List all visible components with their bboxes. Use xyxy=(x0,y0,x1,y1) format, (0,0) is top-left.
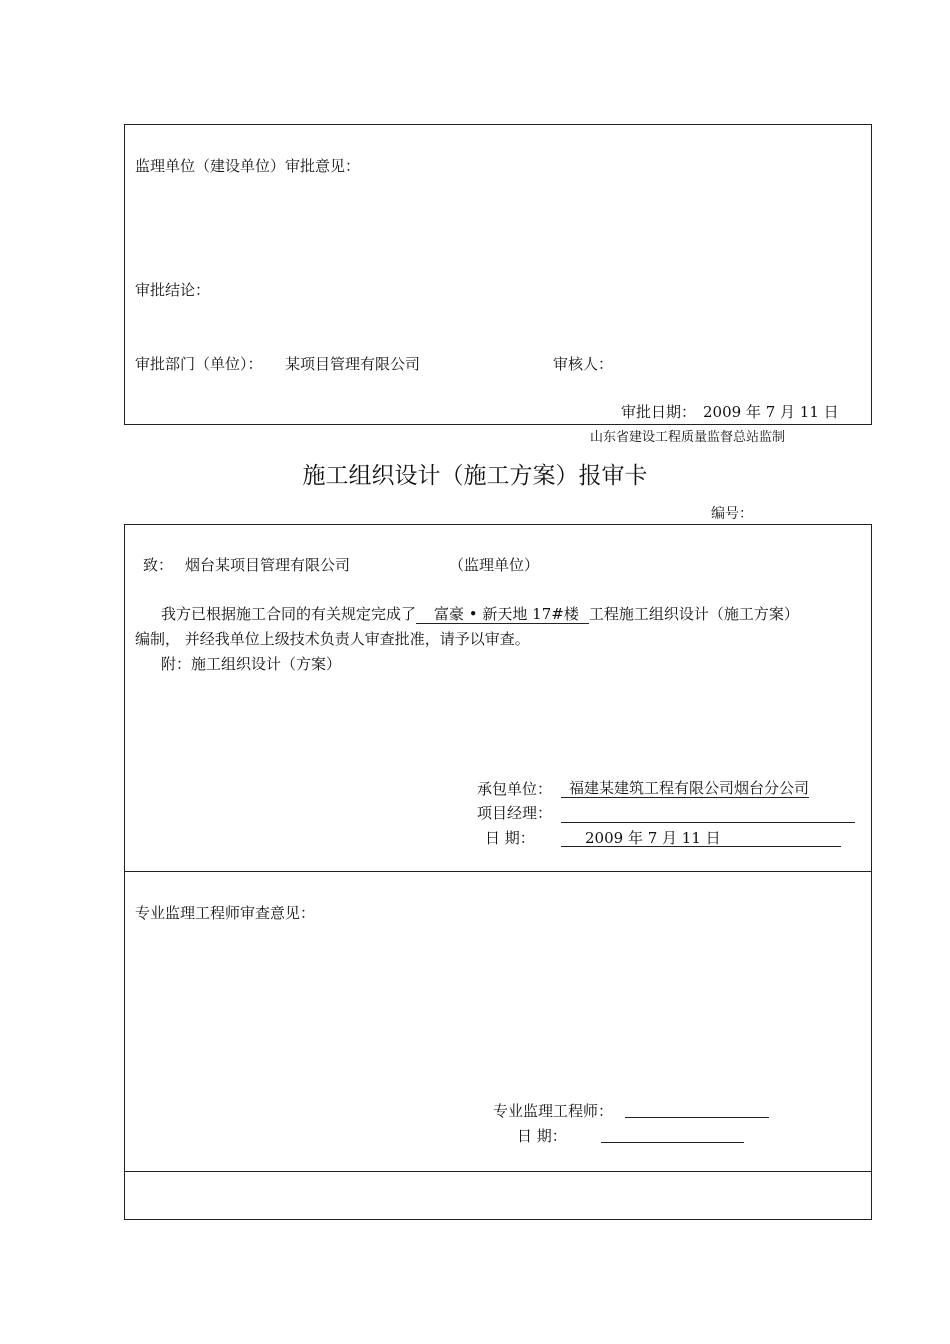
contractor-label: 承包单位： xyxy=(477,780,553,798)
project-name-text: 富豪 • 新天地 17#楼 xyxy=(434,605,579,623)
submission-date-label: 日 期： xyxy=(485,829,535,847)
engineer-review-box xyxy=(124,871,872,1172)
approval-box xyxy=(124,124,872,425)
engineer-date-label: 日 期： xyxy=(517,1127,567,1145)
submission-body-line2: 编制， 并经我单位上级技术负责人审查批准，请予以审查。 xyxy=(135,630,530,648)
to-suffix: （监理单位） xyxy=(449,556,540,574)
form-title: 施工组织设计（施工方案）报审卡 xyxy=(302,463,648,489)
form-number-label: 编号： xyxy=(711,506,753,522)
approval-conclusion-label: 审批结论： xyxy=(135,281,211,299)
submission-date-line xyxy=(561,846,841,847)
submission-body-line1 xyxy=(161,605,799,624)
project-name xyxy=(416,606,589,624)
approval-dept-label: 审批部门（单位）： xyxy=(135,355,263,373)
body-prefix: 我方已根据施工合同的有关规定完成了 xyxy=(161,605,417,623)
approval-opinion-label: 监理单位（建设单位）审批意见： xyxy=(135,157,361,175)
body-suffix: 工程施工组织设计（施工方案） xyxy=(588,605,799,623)
manager-signature-line xyxy=(561,822,855,823)
reviewer-label: 审核人： xyxy=(553,355,614,373)
attachment-line: 附：施工组织设计（方案） xyxy=(161,655,342,673)
approval-date-label: 审批日期： xyxy=(621,403,697,421)
approval-date-value: 2009 年 7 月 11 日 xyxy=(703,403,839,421)
approval-dept-value: 某项目管理有限公司 xyxy=(285,355,421,373)
bottom-empty-box xyxy=(124,1171,872,1220)
manager-label: 项目经理： xyxy=(477,804,553,822)
submission-date-value: 2009 年 7 月 11 日 xyxy=(585,829,721,847)
contractor-value-text: 福建某建筑工程有限公司烟台分公司 xyxy=(569,779,810,797)
engineer-opinion-label: 专业监理工程师审查意见： xyxy=(135,904,316,922)
engineer-date-line xyxy=(601,1142,744,1143)
contractor-value xyxy=(561,780,809,798)
engineer-signature-line xyxy=(625,1117,769,1118)
submission-box xyxy=(124,524,872,872)
to-value: 烟台某项目管理有限公司 xyxy=(185,556,351,574)
issuer-note: 山东省建设工程质量监督总站监制 xyxy=(590,430,786,445)
to-label: 致： xyxy=(143,556,174,574)
engineer-label: 专业监理工程师： xyxy=(493,1102,614,1120)
